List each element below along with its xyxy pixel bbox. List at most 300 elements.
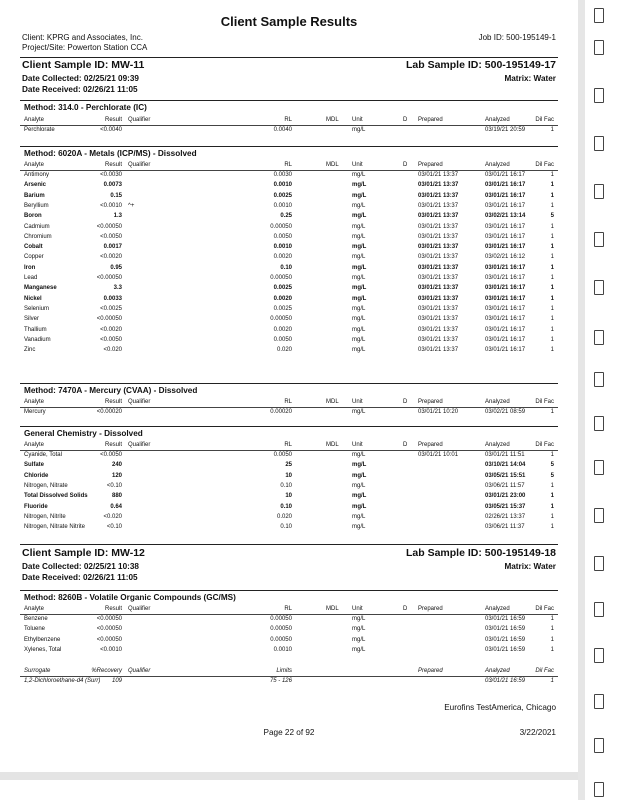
cell-analyzed: 03/06/21 11:37 xyxy=(485,524,525,531)
cell-unit: mg/L xyxy=(352,462,367,469)
cell-dil-fac: 1 xyxy=(550,316,554,323)
cell-unit: mg/L xyxy=(352,192,367,199)
cell-dil-fac: 1 xyxy=(550,524,554,531)
cell-dil-fac: 1 xyxy=(550,264,554,271)
col-dil-fac: Dil Fac xyxy=(535,668,554,674)
cell-unit: mg/L xyxy=(352,182,367,189)
cell-analyzed: 03/01/21 16:17 xyxy=(485,336,526,343)
date-received: Date Received: 02/26/21 11:05 xyxy=(22,85,138,94)
cell-result: 0.0073 xyxy=(103,182,122,189)
col-result: Result xyxy=(104,606,122,612)
table-row xyxy=(20,192,558,202)
cell-analyte: Benzene xyxy=(24,616,48,622)
cell-dil-fac: 1 xyxy=(550,182,554,189)
cell-result: <0.0010 xyxy=(100,646,122,653)
cell-prepared: 03/01/21 13:37 xyxy=(418,213,459,220)
cell-rl: 25 xyxy=(285,462,292,469)
cell-analyte: Vanadium xyxy=(24,336,51,343)
table-row xyxy=(20,408,558,418)
surrogate-header xyxy=(20,667,558,677)
cell-rl: 0.00050 xyxy=(270,636,292,643)
cell-analyzed: 03/01/21 16:59 xyxy=(485,626,526,633)
cell-result: <0.0050 xyxy=(100,336,122,343)
project-site: Project/Site: Powerton Station CCA xyxy=(22,43,148,52)
table-row xyxy=(20,646,558,656)
cell-prepared: 03/01/21 13:37 xyxy=(418,285,459,292)
col-dil-fac: Dil Fac xyxy=(535,162,554,168)
col-qualifier: Qualifier xyxy=(128,668,151,674)
cell-prepared: 03/01/21 10:01 xyxy=(418,452,459,458)
date-received: Date Received: 02/26/21 11:05 xyxy=(22,573,138,582)
cell-analyte: Toluene xyxy=(24,626,46,633)
cell-result: <0.0050 xyxy=(100,452,122,458)
cell-rl: 0.0020 xyxy=(273,254,292,261)
cell-unit: mg/L xyxy=(352,616,366,622)
lab-sample-id: Lab Sample ID: 500-195149-17 xyxy=(406,59,556,71)
method-title: Method: 8260B - Volatile Organic Compounds (GC/MS) xyxy=(24,593,236,602)
cell-prepared: 03/01/21 13:37 xyxy=(418,305,459,312)
cell-dil-fac: 1 xyxy=(550,336,554,343)
cell-rl: 0.00050 xyxy=(270,626,292,633)
page-edge-shadow xyxy=(578,0,585,800)
table-row xyxy=(20,181,558,191)
cell-analyzed: 03/19/21 20:59 xyxy=(485,127,526,133)
table-row xyxy=(20,274,558,284)
cell-result: <0.0040 xyxy=(100,127,122,133)
cell-unit: mg/L xyxy=(352,316,366,323)
cell-dil-fac: 1 xyxy=(550,452,554,458)
cell-rl: 0.0050 xyxy=(273,233,292,240)
binder-tab xyxy=(594,136,604,151)
col-analyzed: Analyzed xyxy=(485,668,510,674)
cell-analyte: Nitrogen, Nitrate Nitrite xyxy=(24,524,86,531)
cell-rl: 0.0020 xyxy=(273,295,292,302)
col-result: Result xyxy=(104,117,122,123)
table-row xyxy=(20,615,558,625)
method-title: General Chemistry - Dissolved xyxy=(24,429,143,438)
cell-rl: 0.00050 xyxy=(270,223,292,230)
binder-tab xyxy=(594,648,604,663)
cell-unit: mg/L xyxy=(352,646,366,653)
table-row xyxy=(20,492,558,502)
col-analyte: Analyte xyxy=(24,606,45,612)
col-prepared: Prepared xyxy=(418,399,443,405)
cell-analyzed: 03/01/21 16:17 xyxy=(485,305,526,312)
cell-unit: mg/L xyxy=(352,409,366,415)
col-analyzed: Analyzed xyxy=(485,117,510,123)
method-section-metals xyxy=(20,146,558,377)
binder-tab xyxy=(594,88,604,103)
table-row xyxy=(20,253,558,263)
cell-result: <0.00050 xyxy=(96,316,122,323)
surrogate-row xyxy=(20,677,558,687)
header-divider xyxy=(20,57,558,58)
cell-prepared: 03/01/21 13:37 xyxy=(418,316,459,323)
col-mdl: MDL xyxy=(326,606,339,612)
method-section-general-chemistry xyxy=(20,426,558,543)
cell-dil-fac: 1 xyxy=(550,254,554,261)
col-result: Result xyxy=(104,399,122,405)
cell-result: <0.00050 xyxy=(96,275,122,281)
cell-analyzed: 03/02/21 16:12 xyxy=(485,254,526,261)
cell-analyzed: 03/01/21 23:00 xyxy=(485,493,526,500)
cell-unit: mg/L xyxy=(352,275,366,281)
surrogate-name: 1,2-Dichloroethane-d4 (Surr) xyxy=(24,678,101,684)
method-title: Method: 7470A - Mercury (CVAA) - Dissolved xyxy=(24,386,198,395)
cell-unit: mg/L xyxy=(352,503,367,510)
col-mdl: MDL xyxy=(326,442,339,448)
cell-result: <0.10 xyxy=(106,482,122,489)
method-title: Method: 6020A - Metals (ICP/MS) - Dissolved xyxy=(24,149,197,158)
col-prepared: Prepared xyxy=(418,668,443,674)
cell-dil-fac: 1 xyxy=(550,493,554,500)
col-result: Result xyxy=(104,162,122,168)
cell-dil-fac: 1 xyxy=(550,636,554,643)
col-dil-fac: Dil Fac xyxy=(535,606,554,612)
cell-analyzed: 03/01/21 16:59 xyxy=(485,636,526,643)
cell-analyzed: 03/01/21 16:17 xyxy=(485,233,526,240)
table-row xyxy=(20,482,558,492)
cell-prepared: 03/01/21 13:37 xyxy=(418,182,459,189)
cell-result: <0.0030 xyxy=(100,172,122,178)
col-rl: RL xyxy=(284,442,292,448)
cell-unit: mg/L xyxy=(352,223,366,230)
cell-analyte: Selenium xyxy=(24,305,50,312)
cell-rl: 0.00050 xyxy=(270,275,292,281)
col-dil-fac: Dil Fac xyxy=(535,442,554,448)
cell-analyzed: 03/02/21 13:14 xyxy=(485,213,526,220)
col-rl: RL xyxy=(284,399,292,405)
table-header xyxy=(20,605,558,615)
cell-analyte: Xylenes, Total xyxy=(24,646,62,653)
cell-dil-fac: 1 xyxy=(550,616,554,622)
cell-unit: mg/L xyxy=(352,127,366,133)
client-name: Client: KPRG and Associates, Inc. xyxy=(22,33,143,42)
col-analyte: Analyte xyxy=(24,162,45,168)
binder-tab xyxy=(594,602,604,617)
cell-analyzed: 03/01/21 16:17 xyxy=(485,223,526,230)
cell-analyte: Barium xyxy=(24,192,45,199)
cell-unit: mg/L xyxy=(352,336,366,343)
cell-dil-fac: 1 xyxy=(550,202,554,209)
col-analyzed: Analyzed xyxy=(485,442,510,448)
table-header xyxy=(20,161,558,171)
method-section-perchlorate xyxy=(20,100,558,139)
cell-analyzed: 03/01/21 16:17 xyxy=(485,264,526,271)
binder-tab xyxy=(594,372,604,387)
cell-prepared: 03/01/21 13:37 xyxy=(418,254,459,261)
cell-analyzed: 03/01/21 16:17 xyxy=(485,244,526,251)
cell-analyzed: 03/01/21 16:59 xyxy=(485,616,526,622)
cell-result: <0.00020 xyxy=(96,409,122,415)
cell-unit: mg/L xyxy=(352,347,366,354)
lab-sample-id: Lab Sample ID: 500-195149-18 xyxy=(406,547,556,559)
cell-analyte: Thallium xyxy=(24,326,47,333)
cell-analyzed: 03/01/21 16:17 xyxy=(485,326,526,333)
cell-dil-fac: 1 xyxy=(550,275,554,281)
cell-rl: 10 xyxy=(285,472,292,479)
cell-analyte: Copper xyxy=(24,254,44,261)
table-row xyxy=(20,264,558,274)
col-dil-fac: Dil Fac xyxy=(535,117,554,123)
cell-dil-fac: 1 xyxy=(550,503,554,510)
cell-rl: 0.0050 xyxy=(273,336,292,343)
date-collected: Date Collected: 02/25/21 10:38 xyxy=(22,562,139,571)
cell-prepared: 03/01/21 13:37 xyxy=(418,233,459,240)
cell-analyzed: 03/01/21 16:59 xyxy=(485,646,526,653)
cell-result: 0.15 xyxy=(110,192,122,199)
col-unit: Unit xyxy=(352,117,363,123)
cell-dil-fac: 1 xyxy=(550,409,554,415)
cell-analyte: Manganese xyxy=(24,285,57,292)
cell-prepared: 03/01/21 13:37 xyxy=(418,295,459,302)
col-prepared: Prepared xyxy=(418,606,443,612)
cell-result: <0.0025 xyxy=(100,305,122,312)
col-prepared: Prepared xyxy=(418,162,443,168)
client-sample-id: Client Sample ID: MW-12 xyxy=(22,547,145,559)
binder-tab xyxy=(594,8,604,23)
surrogate-recovery: 109 xyxy=(111,678,122,684)
cell-analyte: Fluoride xyxy=(24,503,48,510)
cell-dil-fac: 1 xyxy=(550,326,554,333)
cell-unit: mg/L xyxy=(352,213,367,220)
cell-analyte: Cadmium xyxy=(24,223,50,230)
cell-rl: 0.10 xyxy=(280,264,292,271)
col-surrogate: Surrogate xyxy=(24,668,51,674)
cell-rl: 0.10 xyxy=(280,482,292,489)
matrix: Matrix: Water xyxy=(504,562,556,571)
cell-result: 120 xyxy=(111,472,122,479)
col-unit: Unit xyxy=(352,606,363,612)
table-row xyxy=(20,171,558,181)
cell-analyzed: 03/01/21 11:51 xyxy=(485,452,525,458)
col-dil-fac: Dil Fac xyxy=(535,399,554,405)
cell-qualifier: ^+ xyxy=(128,202,135,209)
binder-tab xyxy=(594,184,604,199)
cell-prepared: 03/01/21 10:20 xyxy=(418,409,459,415)
binder-tab xyxy=(594,508,604,523)
method-section-mercury xyxy=(20,383,558,422)
cell-analyte: Total Dissolved Solids xyxy=(24,493,88,500)
cell-result: 0.0017 xyxy=(103,244,122,251)
cell-analyte: Arsenic xyxy=(24,182,47,189)
cell-result: <0.10 xyxy=(106,524,122,531)
surrogate-limits: 75 - 126 xyxy=(269,678,292,684)
cell-prepared: 03/01/21 13:37 xyxy=(418,202,459,209)
table-row xyxy=(20,636,558,646)
cell-analyte: Chromium xyxy=(24,233,52,240)
cell-analyzed: 03/10/21 14:04 xyxy=(485,462,526,469)
binder-tab xyxy=(594,694,604,709)
cell-rl: 0.10 xyxy=(280,524,292,531)
cell-result: 3.3 xyxy=(113,285,122,292)
cell-dil-fac: 1 xyxy=(550,244,554,251)
col-rl: RL xyxy=(284,606,292,612)
client-sample-id: Client Sample ID: MW-11 xyxy=(22,59,145,71)
cell-rl: 0.020 xyxy=(276,513,292,520)
surrogate-analyzed: 03/01/21 16:59 xyxy=(485,678,526,684)
cell-unit: mg/L xyxy=(352,452,366,458)
cell-analyte: Antimony xyxy=(24,172,50,178)
cell-result: 0.95 xyxy=(110,264,122,271)
cell-unit: mg/L xyxy=(352,513,366,520)
cell-analyte: Chloride xyxy=(24,472,49,479)
cell-unit: mg/L xyxy=(352,244,367,251)
col-qualifier: Qualifier xyxy=(128,117,151,123)
cell-unit: mg/L xyxy=(352,493,367,500)
binder-tab xyxy=(594,40,604,55)
cell-analyte: Lead xyxy=(24,275,38,281)
cell-rl: 0.0020 xyxy=(273,326,292,333)
cell-dil-fac: 1 xyxy=(550,482,554,489)
cell-dil-fac: 1 xyxy=(550,285,554,292)
cell-analyzed: 03/01/21 16:17 xyxy=(485,172,526,178)
cell-result: <0.00050 xyxy=(96,223,122,230)
col-d: D xyxy=(403,442,408,448)
col-analyzed: Analyzed xyxy=(485,399,510,405)
cell-rl: 0.10 xyxy=(280,503,292,510)
cell-prepared: 03/01/21 13:37 xyxy=(418,192,459,199)
sample-divider xyxy=(20,544,558,545)
table-header xyxy=(20,116,558,126)
table-row xyxy=(20,461,558,471)
cell-prepared: 03/01/21 13:37 xyxy=(418,336,459,343)
cell-result: <0.020 xyxy=(103,513,122,520)
table-row xyxy=(20,243,558,253)
cell-prepared: 03/01/21 13:37 xyxy=(418,326,459,333)
cell-unit: mg/L xyxy=(352,305,366,312)
col-analyzed: Analyzed xyxy=(485,606,510,612)
cell-result: 0.64 xyxy=(110,503,122,510)
binder-tab xyxy=(594,330,604,345)
col-prepared: Prepared xyxy=(418,442,443,448)
cell-dil-fac: 1 xyxy=(550,295,554,302)
col-mdl: MDL xyxy=(326,162,339,168)
cell-rl: 0.00050 xyxy=(270,316,292,323)
cell-result: <0.0020 xyxy=(100,326,122,333)
cell-unit: mg/L xyxy=(352,264,367,271)
cell-analyzed: 03/05/21 15:37 xyxy=(485,503,526,510)
table-row xyxy=(20,326,558,336)
col-prepared: Prepared xyxy=(418,117,443,123)
cell-analyte: Iron xyxy=(24,264,36,271)
table-row xyxy=(20,503,558,513)
cell-analyte: Cyanide, Total xyxy=(24,452,62,458)
cell-dil-fac: 5 xyxy=(550,472,554,479)
cell-analyzed: 02/26/21 13:37 xyxy=(485,513,526,520)
binder-tab xyxy=(594,232,604,247)
table-row xyxy=(20,126,558,136)
cell-rl: 0.0010 xyxy=(273,182,292,189)
table-row xyxy=(20,223,558,233)
method-section-voc xyxy=(20,590,558,695)
cell-rl: 0.25 xyxy=(280,213,292,220)
cell-prepared: 03/01/21 13:37 xyxy=(418,275,459,281)
col-d: D xyxy=(403,117,408,123)
cell-rl: 0.0030 xyxy=(273,172,292,178)
table-row xyxy=(20,625,558,635)
cell-result: 0.0033 xyxy=(103,295,122,302)
table-header xyxy=(20,441,558,451)
cell-dil-fac: 5 xyxy=(550,462,554,469)
date-collected: Date Collected: 02/25/21 09:39 xyxy=(22,74,139,83)
cell-dil-fac: 1 xyxy=(550,513,554,520)
cell-rl: 0.0010 xyxy=(273,646,292,653)
page-title: Client Sample Results xyxy=(220,14,358,29)
cell-analyte: Nickel xyxy=(24,295,42,302)
cell-unit: mg/L xyxy=(352,482,366,489)
col-unit: Unit xyxy=(352,162,363,168)
cell-unit: mg/L xyxy=(352,233,366,240)
col-mdl: MDL xyxy=(326,117,339,123)
cell-rl: 0.0040 xyxy=(273,127,292,133)
cell-analyte: Ethylbenzene xyxy=(24,636,61,643)
cell-unit: mg/L xyxy=(352,254,366,261)
col-qualifier: Qualifier xyxy=(128,162,151,168)
col-recovery: %Recovery xyxy=(91,668,122,674)
lab-name: Eurofins TestAmerica, Chicago xyxy=(444,703,556,712)
cell-rl: 0.0010 xyxy=(273,244,292,251)
page-number: Page 22 of 92 xyxy=(263,728,315,737)
col-qualifier: Qualifier xyxy=(128,606,151,612)
cell-analyzed: 03/01/21 16:17 xyxy=(485,182,526,189)
cell-result: <0.00050 xyxy=(96,636,122,643)
cell-result: 240 xyxy=(111,462,122,469)
cell-unit: mg/L xyxy=(352,636,366,643)
cell-dil-fac: 1 xyxy=(550,172,554,178)
col-analyte: Analyte xyxy=(24,442,45,448)
cell-unit: mg/L xyxy=(352,202,366,209)
surrogate-dil-fac: 1 xyxy=(550,678,554,684)
cell-dil-fac: 1 xyxy=(550,233,554,240)
cell-unit: mg/L xyxy=(352,172,366,178)
cell-unit: mg/L xyxy=(352,326,366,333)
cell-analyzed: 03/05/21 15:51 xyxy=(485,472,526,479)
cell-rl: 0.0025 xyxy=(273,305,292,312)
cell-dil-fac: 1 xyxy=(550,305,554,312)
binder-tab xyxy=(594,782,604,797)
method-title: Method: 314.0 - Perchlorate (IC) xyxy=(24,103,147,112)
cell-result: 880 xyxy=(111,493,122,500)
cell-result: <0.020 xyxy=(103,347,122,354)
cell-dil-fac: 1 xyxy=(550,347,554,354)
cell-rl: 0.020 xyxy=(276,347,292,354)
binder-tab xyxy=(594,280,604,295)
col-analyzed: Analyzed xyxy=(485,162,510,168)
cell-rl: 0.00020 xyxy=(270,409,292,415)
cell-result: <0.0010 xyxy=(100,202,122,209)
bottom-edge-shadow xyxy=(0,772,578,780)
cell-analyzed: 03/01/21 16:17 xyxy=(485,285,526,292)
cell-analyte: Silver xyxy=(24,316,40,323)
cell-result: <0.0020 xyxy=(100,254,122,261)
col-rl: RL xyxy=(284,162,292,168)
cell-prepared: 03/01/21 13:37 xyxy=(418,223,459,230)
cell-rl: 0.0050 xyxy=(273,452,292,458)
binder-tab xyxy=(594,460,604,475)
report-date: 3/22/2021 xyxy=(519,728,556,737)
table-row xyxy=(20,315,558,325)
col-limits: Limits xyxy=(276,668,292,674)
cell-analyte: Perchlorate xyxy=(24,127,55,133)
cell-result: <0.0050 xyxy=(100,233,122,240)
col-result: Result xyxy=(104,442,122,448)
cell-analyzed: 03/01/21 16:17 xyxy=(485,295,526,302)
cell-dil-fac: 1 xyxy=(550,127,554,133)
col-d: D xyxy=(403,162,408,168)
cell-analyzed: 03/01/21 16:17 xyxy=(485,192,526,199)
col-d: D xyxy=(403,399,408,405)
